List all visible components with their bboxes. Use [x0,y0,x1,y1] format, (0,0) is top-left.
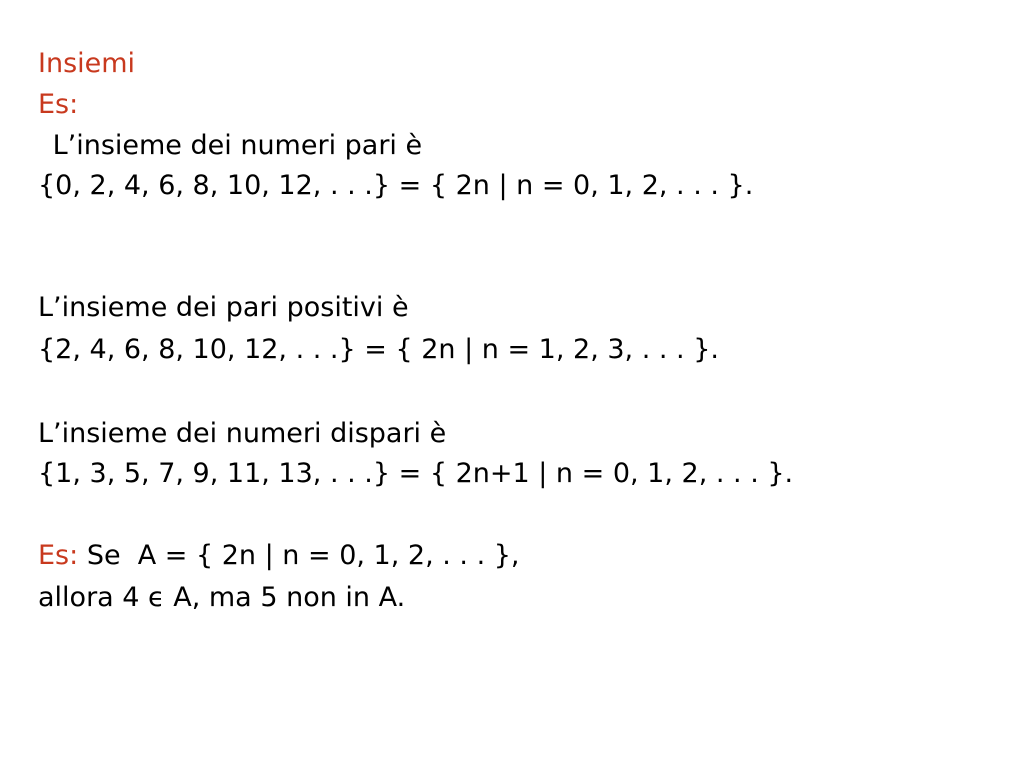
example-2-label: Es: [38,540,79,571]
even-set-caption: L’insieme dei numeri pari è [44,130,423,161]
example-2-conclusion: allora 4 ϵ A, ma 5 non in A. [38,582,406,613]
odd-set-caption: L’insieme dei numeri dispari è [38,418,447,449]
positive-even-set-definition: {2, 4, 6, 8, 10, 12, . . .} = { 2n | n = 1, 2, 3, . . . }. [38,334,719,365]
even-set-definition: {0, 2, 4, 6, 8, 10, 12, . . .} = { 2n | n = 0, 1, 2, . . . }. [38,170,754,201]
example-label: Es: [38,89,79,120]
positive-even-set-caption: L’insieme dei pari positivi è [38,292,409,323]
example-2-line [38,538,520,574]
example-2-statement: Se A = { 2n | n = 0, 1, 2, . . . }, [78,540,520,571]
slide-title: Insiemi [38,48,136,79]
odd-set-definition: {1, 3, 5, 7, 9, 11, 13, . . .} = { 2n+1 | n = 0, 1, 2, . . . }. [38,458,794,489]
